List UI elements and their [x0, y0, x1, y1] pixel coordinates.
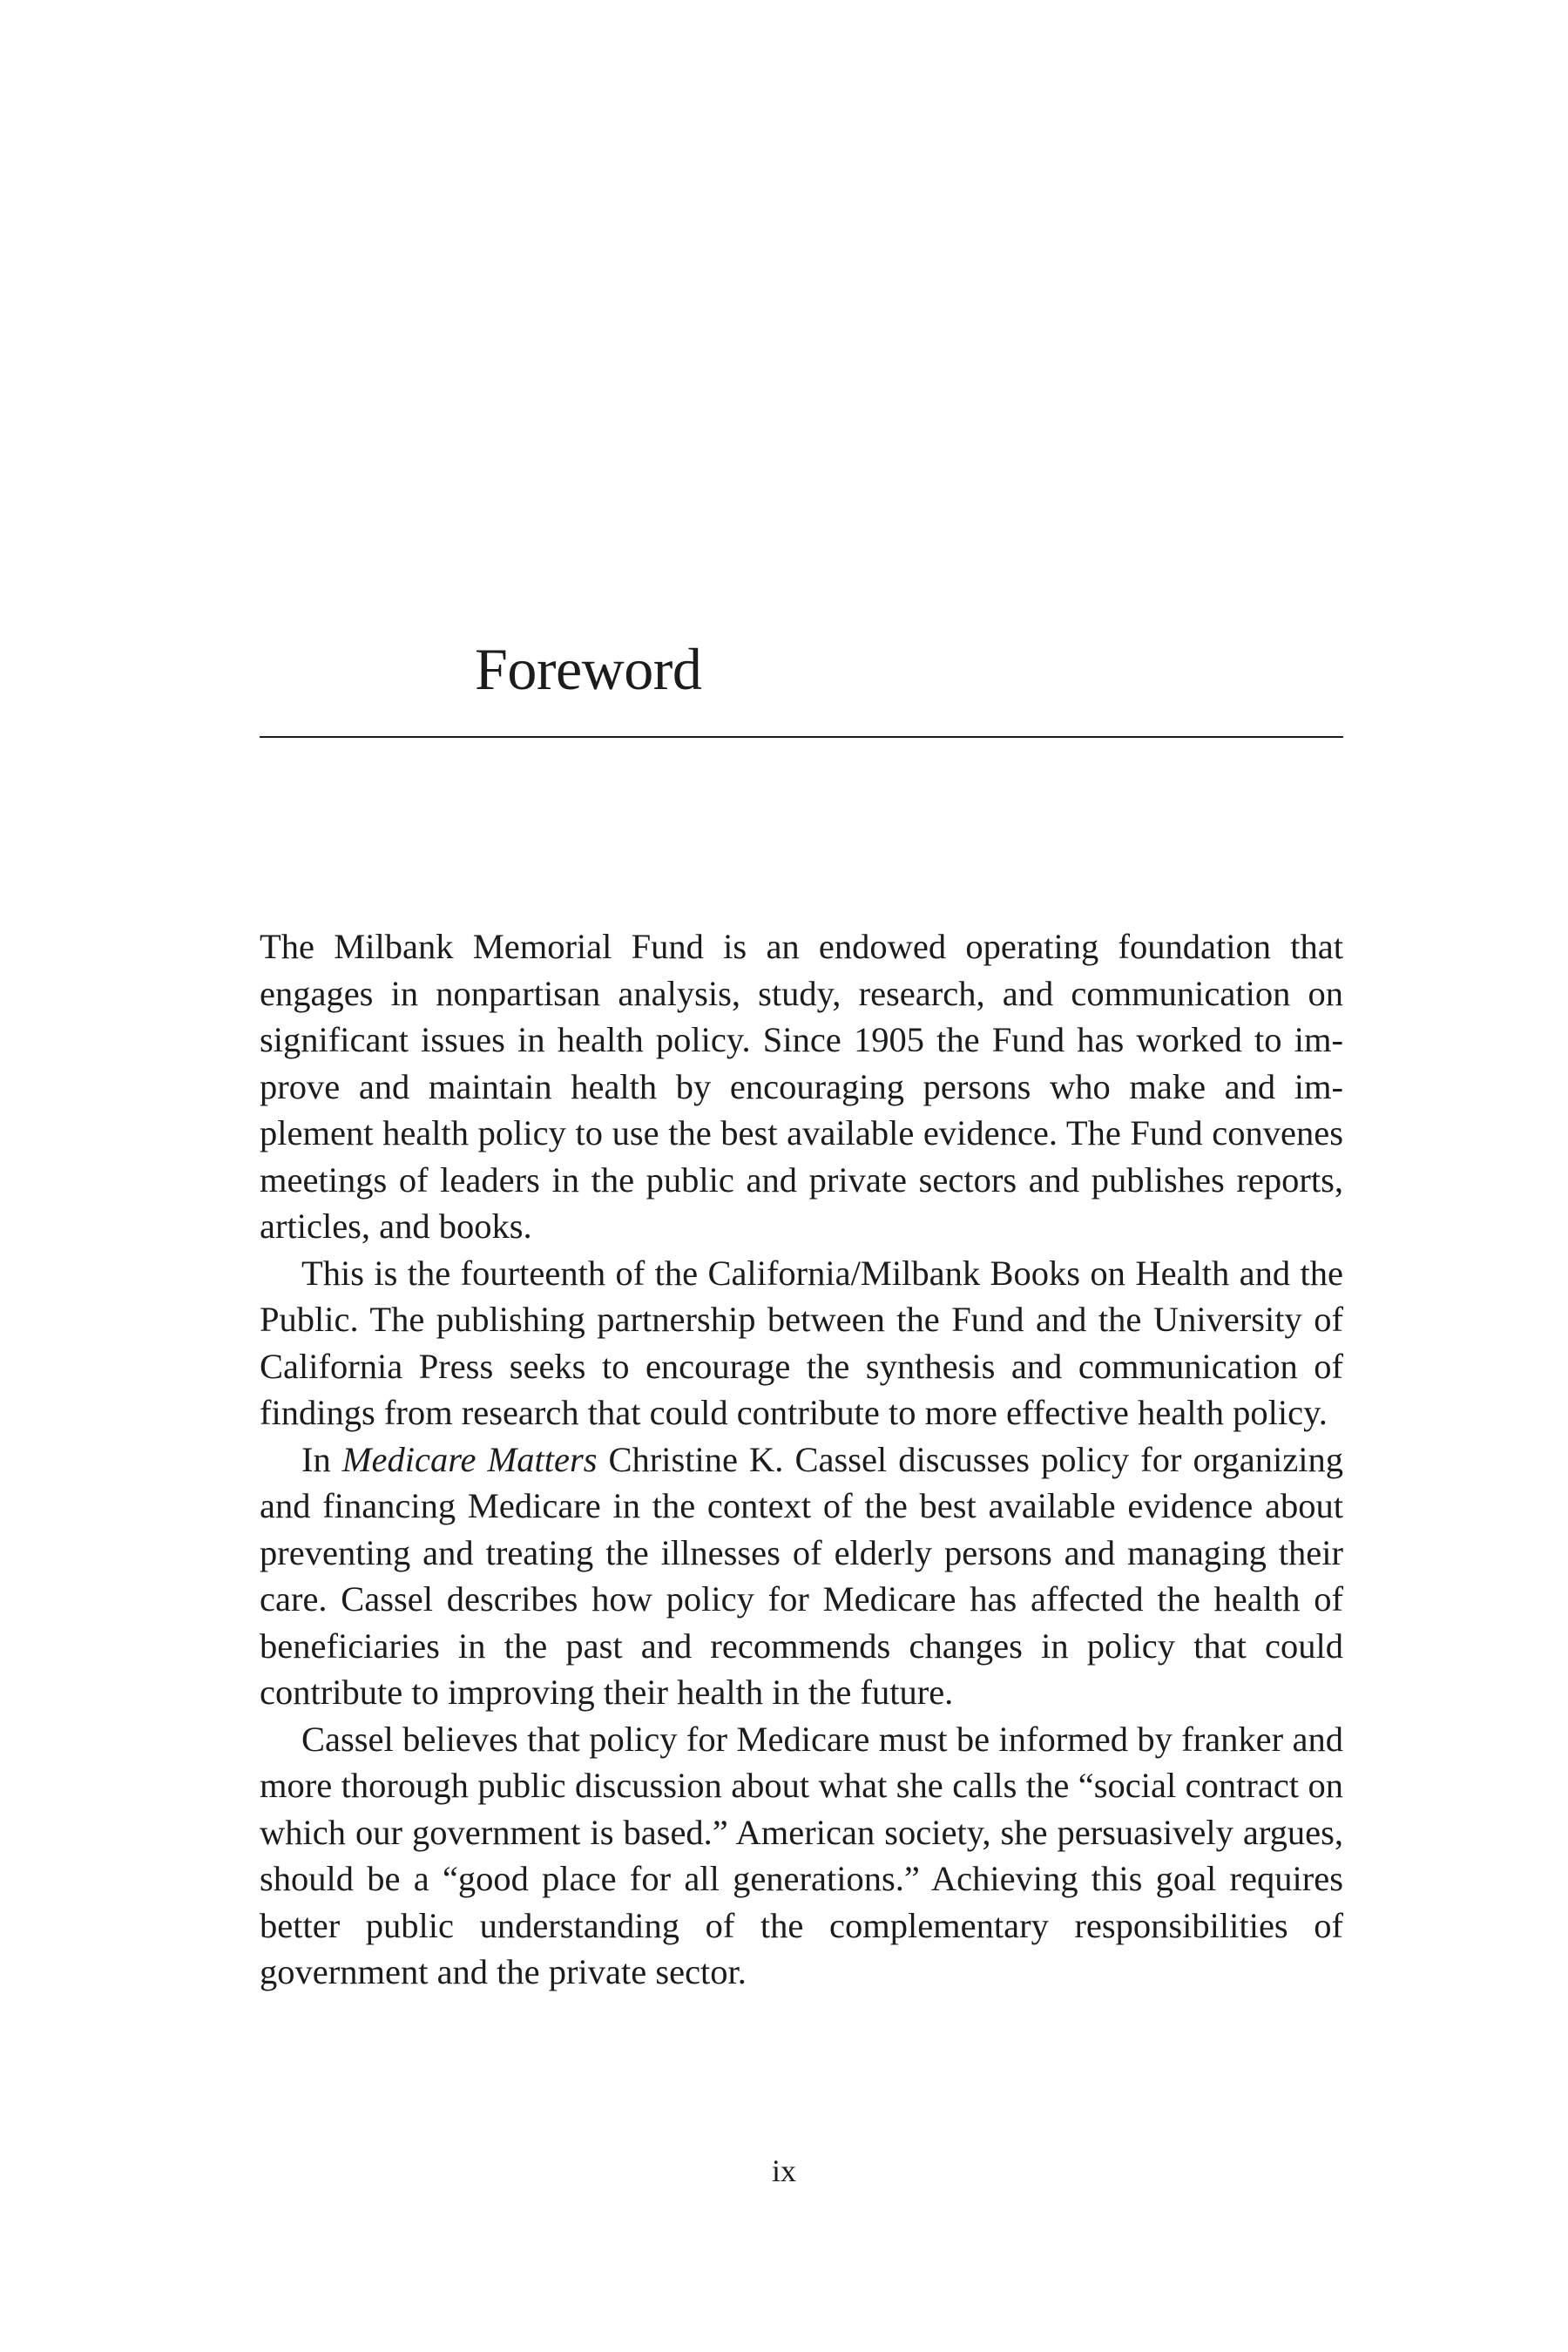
page-number: ix [771, 2153, 796, 2188]
paragraph-4: Cassel believes that policy for Medicare must be informed by franker and more thorough public discussion about what she calls the “social contract on which our government is based.” American society, she persuasively argues, should be a “good place for all generations.” Achieving this goal requires better public understanding of the complementary responsibilities of government and the private sector. [260, 1719, 1343, 1991]
paragraph-3-lead: In [301, 1439, 342, 1479]
chapter-title: Foreword [475, 636, 702, 702]
paragraph-3-rest: Christine K. Cassel discusses policy for organizing and financing Medicare in the context of the best available evidence about preventing and treating the illnesses of elderly persons and managing their care. Cassel describes how policy for Medicare has affected the health of beneficiaries in the past and recommends changes in policy that could contribute to improving their health in the future. [260, 1439, 1343, 1712]
paragraph-3 [260, 1436, 1343, 1716]
title-rule [260, 736, 1343, 738]
book-title: Medicare Matters [341, 1439, 598, 1479]
paragraph-2: This is the fourteenth of the California/Milbank Books on Health and the Public. The publishing partnership between the Fund and the University of California Press seeks to encourage the synthesis and communication of findings from research that could contribute to more effective health policy. [260, 1253, 1343, 1432]
foreword-body [260, 923, 1343, 1996]
paragraph-1: The Milbank Memorial Fund is an endowed operating foundation that engages in nonpartisan analysis, study, research, and communication on significant issues in health policy. Since 1905 the Fund has worked to improve and maintain health by encouraging persons who make and implement health policy to use the best available evidence. The Fund convenes meetings of leaders in the public and private sectors and publishes reports, articles, and books. [260, 927, 1343, 1246]
